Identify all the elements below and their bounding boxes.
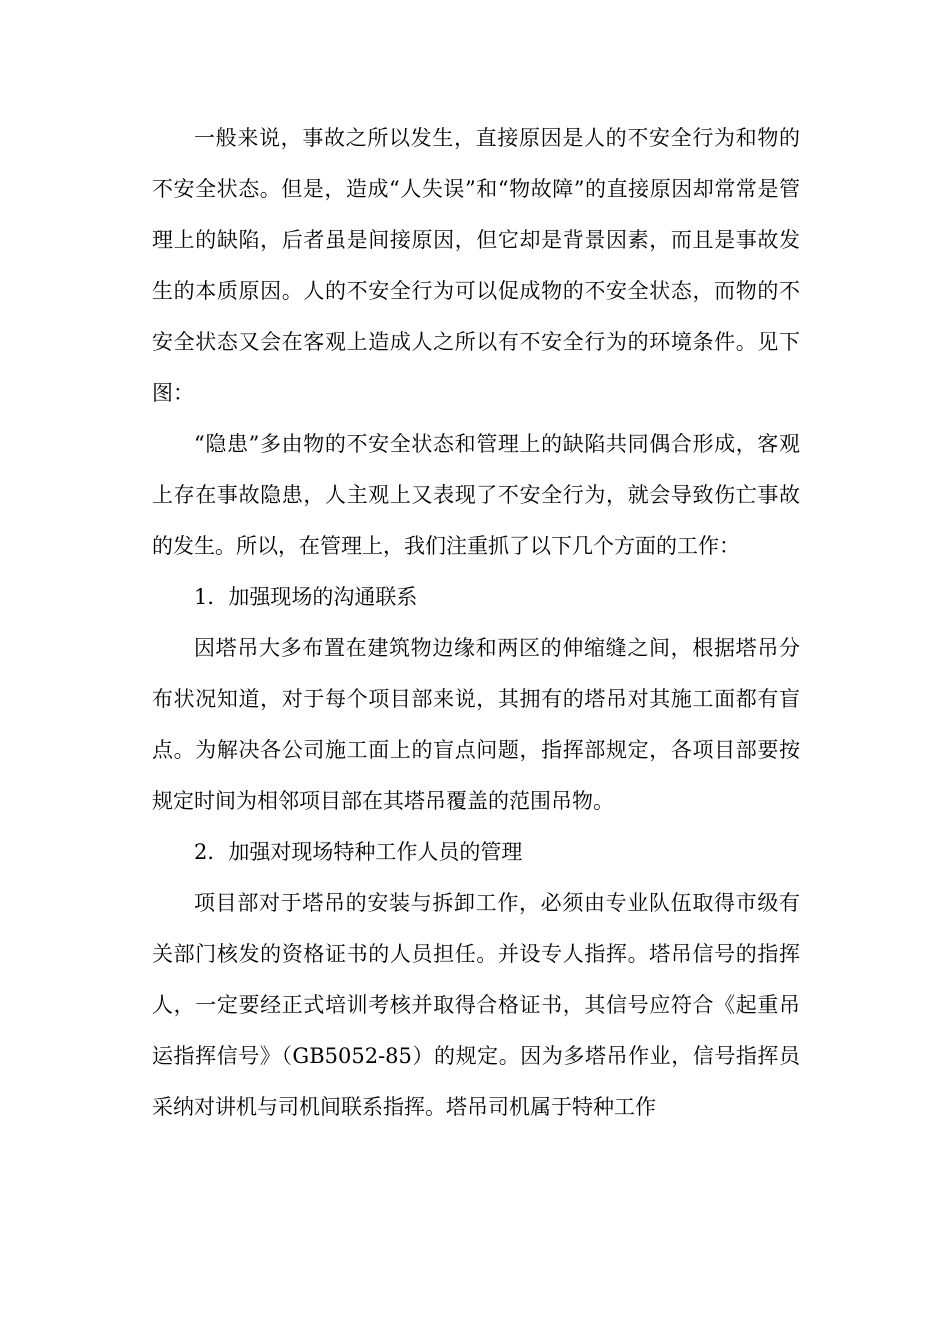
paragraph-tower-crane-blind-spots: 因塔吊大多布置在建筑物边缘和两区的伸缩缝之间，根据塔吊分布状况知道，对于每个项目部来说，其拥有的塔吊对其施工面都有盲点。为解决各公司施工面上的盲点问题，指挥部规定，各项目部要按规定时间为相邻项目部在其塔吊覆盖的范围吊物。 bbox=[152, 636, 800, 813]
section-heading-special-personnel: 2．加强对现场特种工作人员的管理 bbox=[194, 840, 523, 864]
document-body bbox=[152, 113, 800, 1133]
section-heading-site-communication: 1．加强现场的沟通联系 bbox=[194, 585, 418, 609]
paragraph-crane-installation-personnel: 项目部对于塔吊的安装与拆卸工作，必须由专业队伍取得市级有关部门核发的资格证书的人员担任。并设专人指挥。塔吊信号的指挥人，一定要经正式培训考核并取得合格证书，其信号应符合《起重吊运指挥信号》（GB5052-85）的规定。因为多塔吊作业，信号指挥员采纳对讲机与司机间联系指挥。塔吊司机属于特种工作 bbox=[152, 891, 800, 1119]
paragraph-accident-causes: 一般来说，事故之所以发生，直接原因是人的不安全行为和物的不安全状态。但是，造成“人失误”和“物故障”的直接原因却常常是管理上的缺陷，后者虽是间接原因，但它却是背景因素，而且是事故发生的本质原因。人的不安全行为可以促成物的不安全状态，而物的不安全状态又会在客观上造成人之所以有不安全行为的环境条件。见下图： bbox=[152, 126, 800, 405]
paragraph-hidden-dangers: “隐患”多由物的不安全状态和管理上的缺陷共同偶合形成，客观上存在事故隐患，人主观上又表现了不安全行为，就会导致伤亡事故的发生。所以，在管理上，我们注重抓了以下几个方面的工作： bbox=[152, 432, 800, 558]
